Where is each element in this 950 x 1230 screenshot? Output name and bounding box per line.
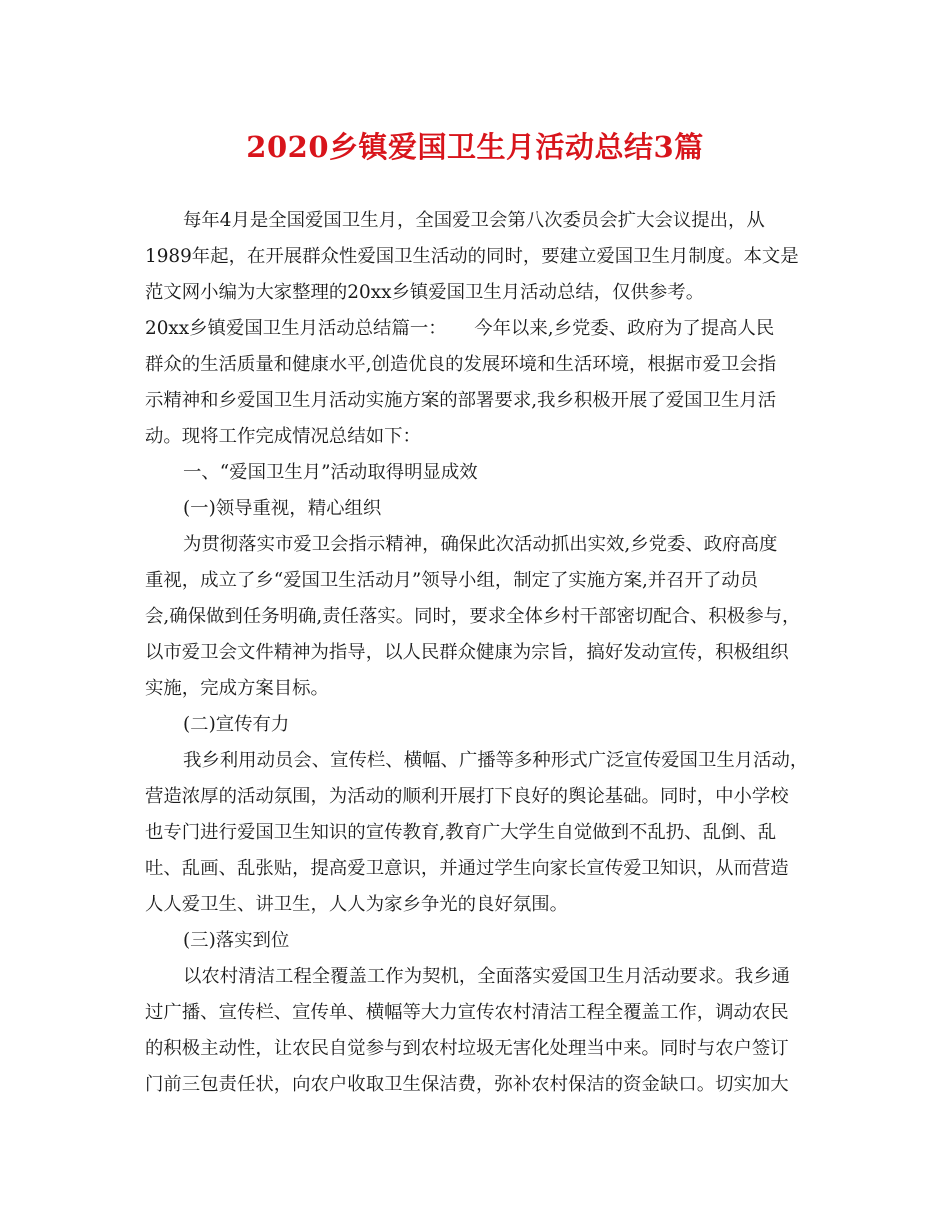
body-line: 示精神和乡爱国卫生月活动实施方案的部署要求,我乡积极开展了爱国卫生月活 (145, 390, 777, 411)
body-line: 的积极主动性，让农民自觉参与到农村垃圾无害化处理当中来。同时与农户签订 (145, 1038, 789, 1059)
body-line: 以农村清洁工程全覆盖工作为契机，全面落实爱国卫生月活动要求。我乡通 (183, 966, 790, 987)
section-heading: 一、“爱国卫生月”活动取得明显成效 (183, 462, 478, 483)
document-title: 2020乡镇爱国卫生月活动总结3篇 (246, 130, 704, 164)
body-line: 也专门进行爱国卫生知识的宣传教育,教育广大学生自觉做到不乱扔、乱倒、乱 (145, 822, 777, 843)
subsection-heading: (一)领导重视，精心组织 (183, 498, 382, 519)
body-line: 范文网小编为大家整理的20xx乡镇爱国卫生月活动总结，仅供参考。 (145, 282, 705, 303)
body-line: 每年4月是全国爱国卫生月，全国爱卫会第八次委员会扩大会议提出，从 (183, 210, 765, 231)
subsection-heading: (三)落实到位 (183, 930, 290, 951)
subsection-heading: (二)宣传有力 (183, 714, 290, 735)
body-line: 以市爱卫会文件精神为指导，以人民群众健康为宗旨，搞好发动宣传，积极组织 (145, 642, 789, 663)
body-line: 20xx乡镇爱国卫生月活动总结篇一： 今年以来,乡党委、政府为了提高人民 (145, 318, 775, 339)
body-line: 人人爱卫生、讲卫生，人人为家乡争光的良好氛围。 (145, 894, 568, 915)
body-line: 会,确保做到任务明确,责任落实。同时，要求全体乡村干部密切配合、积极参与， (145, 606, 801, 627)
body-line: 吐、乱画、乱张贴，提高爱卫意识，并通过学生向家长宣传爱卫知识，从而营造 (145, 858, 789, 879)
body-line: 营造浓厚的活动氛围，为活动的顺利开展打下良好的舆论基础。同时，中小学校 (145, 786, 789, 807)
body-line: 动。现将工作完成情况总结如下： (145, 426, 421, 447)
body-line: 过广播、宣传栏、宣传单、横幅等大力宣传农村清洁工程全覆盖工作，调动农民 (145, 1002, 789, 1023)
body-line: 1989年起，在开展群众性爱国卫生活动的同时，要建立爱国卫生月制度。本文是 (145, 246, 799, 267)
body-line: 为贯彻落实市爱卫会指示精神，确保此次活动抓出实效,乡党委、政府高度 (183, 534, 778, 555)
body-line: 重视，成立了乡“爱国卫生活动月”领导小组，制定了实施方案,并召开了动员 (145, 570, 759, 591)
body-line: 门前三包责任状，向农户收取卫生保洁费，弥补农村保洁的资金缺口。切实加大 (145, 1074, 789, 1095)
body-line: 我乡利用动员会、宣传栏、横幅、广播等多种形式广泛宣传爱国卫生月活动， (183, 750, 809, 771)
body-line: 群众的生活质量和健康水平,创造优良的发展环境和生活环境，根据市爱卫会指 (145, 354, 777, 375)
body-line: 实施，完成方案目标。 (145, 678, 329, 699)
